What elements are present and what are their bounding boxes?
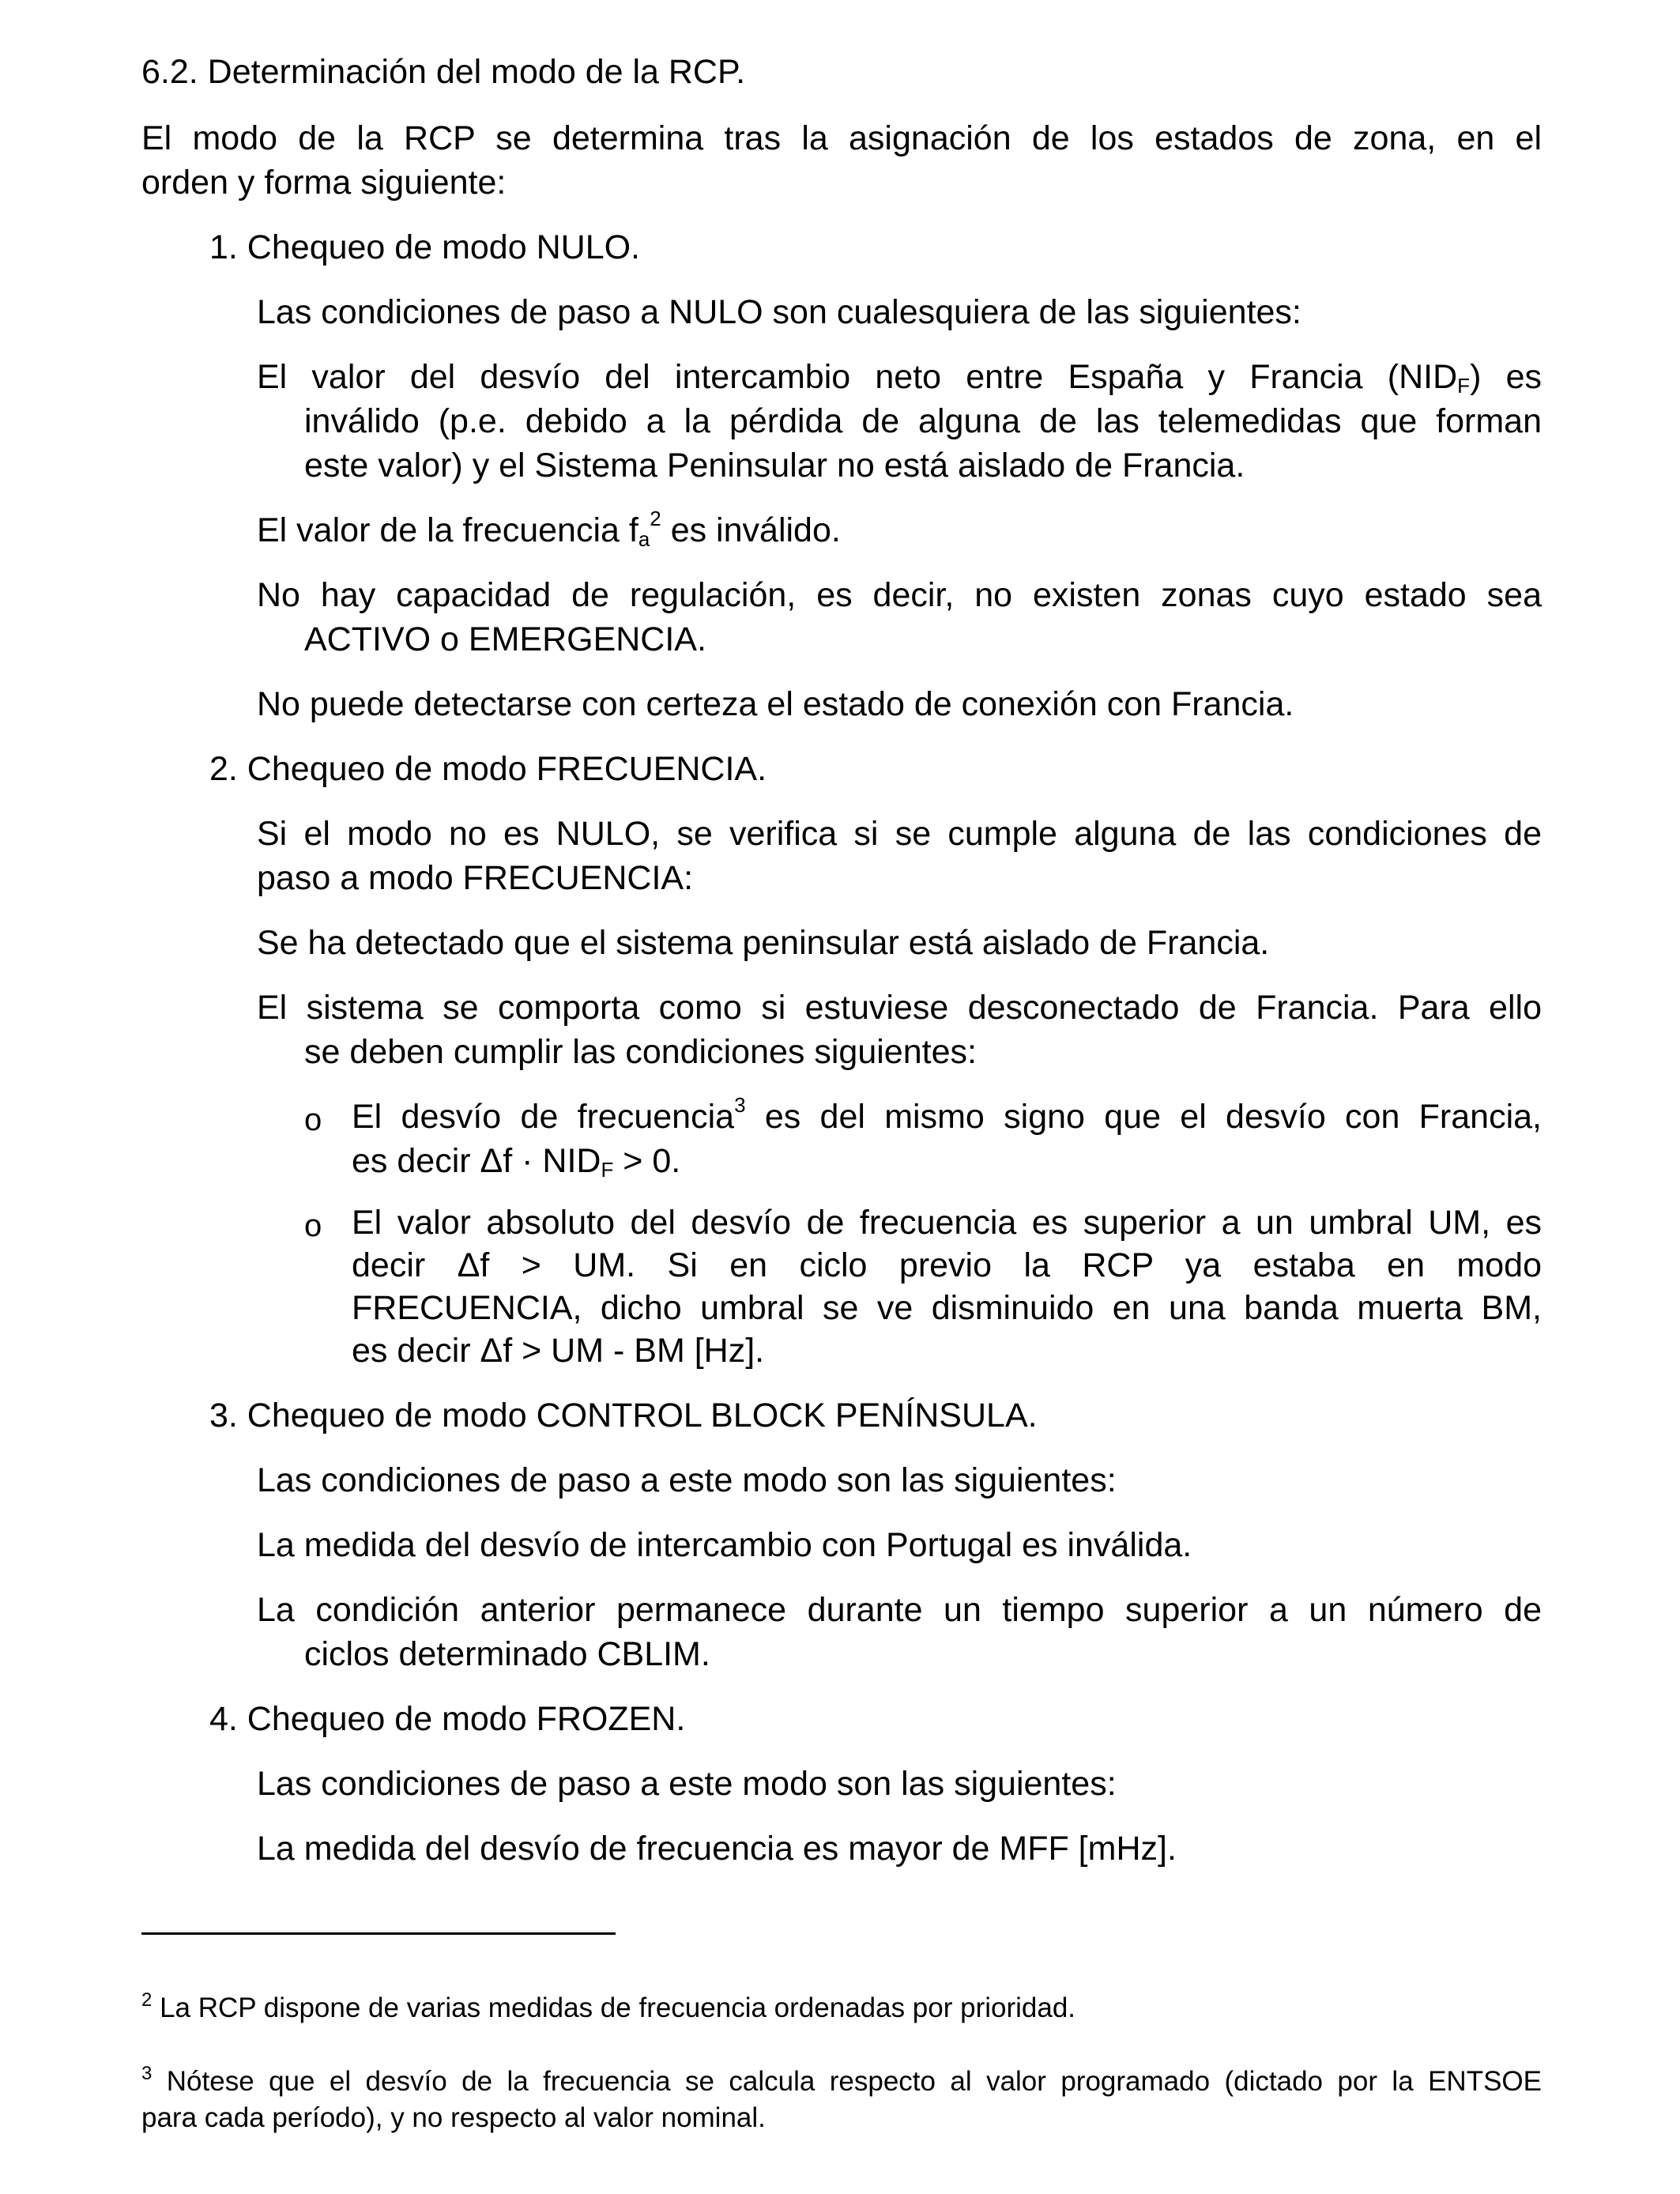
item2-sub2-line3: FRECUENCIA, dicho umbral se ve disminuido en una banda muerta BM,	[352, 1289, 1542, 1327]
item2-sub2-line4: es decir Δf > UM - BM [Hz].	[352, 1332, 765, 1370]
item1-cond1-line3: este valor) y el Sistema Peninsular no está aislado de Francia.	[304, 447, 1245, 484]
footnote-separator	[141, 1932, 616, 1935]
item1-cond2: El valor de la frecuencia $f_a^2$ es inválido.	[257, 507, 841, 551]
item1-cond1-line2: inválido (p.e. debido a la pérdida de alguna de las telemedidas que forman	[304, 402, 1542, 440]
item2-sub2-line1: El valor absoluto del desvío de frecuencia es superior a un umbral UM, es	[352, 1204, 1542, 1242]
item3-cond2-line1: La condición anterior permanece durante un tiempo superior a un número de	[257, 1591, 1542, 1629]
item1-cond3-line2: ACTIVO o EMERGENCIA.	[304, 620, 706, 658]
intro-line-2: orden y forma siguiente:	[141, 164, 507, 202]
bullet-1: o	[304, 1103, 322, 1137]
footnote-2: $^2$ La RCP dispone de varias medidas de frecuencia ordenadas por prioridad.	[141, 1989, 1076, 2023]
item2-title: 2. Chequeo de modo FRECUENCIA.	[209, 750, 767, 788]
item4-title: 4. Chequeo de modo FROZEN.	[209, 1700, 686, 1738]
item2-sub1-line1: El desvío de frecuencia$^3$ es del mismo signo que el desvío con Francia,	[352, 1093, 1542, 1136]
item4-cond1: La medida del desvío de frecuencia es mayor de MFF [mHz].	[257, 1830, 1177, 1868]
footnote-3-line2: para cada período), y no respecto al valor nominal.	[141, 2102, 766, 2133]
item2-intro-line1: Si el modo no es NULO, se verifica si se cumple alguna de las condiciones de	[257, 815, 1542, 853]
item3-intro: Las condiciones de paso a este modo son las siguientes:	[257, 1461, 1117, 1499]
section-heading: 6.2. Determinación del modo de la RCP.	[141, 53, 746, 91]
item2-intro-line2: paso a modo FRECUENCIA:	[257, 859, 694, 897]
footnote-3-line1: $^3$ Nótese que el desvío de la frecuencia se calcula respecto al valor programado (dictado por la ENTSOE	[141, 2063, 1542, 2097]
item1-cond3-line1: No hay capacidad de regulación, es decir, no existen zonas cuyo estado sea	[257, 576, 1542, 614]
item3-title: 3. Chequeo de modo CONTROL BLOCK PENÍNSULA.	[209, 1397, 1038, 1434]
item2-cond2-line1: El sistema se comporta como si estuviese desconectado de Francia. Para ello	[257, 989, 1542, 1027]
item3-cond1: La medida del desvío de intercambio con Portugal es inválida.	[257, 1526, 1192, 1564]
item4-intro: Las condiciones de paso a este modo son las siguientes:	[257, 1765, 1117, 1803]
item1-title: 1. Chequeo de modo NULO.	[209, 228, 640, 266]
item2-cond1: Se ha detectado que el sistema peninsular está aislado de Francia.	[257, 924, 1270, 962]
item2-sub1-line2: es decir $\Delta f \cdot NID_F > 0$.	[352, 1142, 681, 1182]
item2-sub2-line2: decir Δf > UM. Si en ciclo previo la RCP ya estaba en modo	[352, 1246, 1542, 1284]
item2-cond2-line2: se deben cumplir las condiciones siguientes:	[304, 1033, 977, 1071]
intro-line-1: El modo de la RCP se determina tras la asignación de los estados de zona, en el	[141, 119, 1542, 157]
item1-cond1-line1: El valor del desvío del intercambio neto entre España y Francia $(NID_F)$ es	[257, 358, 1542, 398]
item1-intro: Las condiciones de paso a NULO son cualesquiera de las siguientes:	[257, 293, 1301, 331]
item1-cond4: No puede detectarse con certeza el estado de conexión con Francia.	[257, 685, 1294, 723]
bullet-2: o	[304, 1208, 322, 1243]
item3-cond2-line2: ciclos determinado CBLIM.	[304, 1635, 710, 1673]
